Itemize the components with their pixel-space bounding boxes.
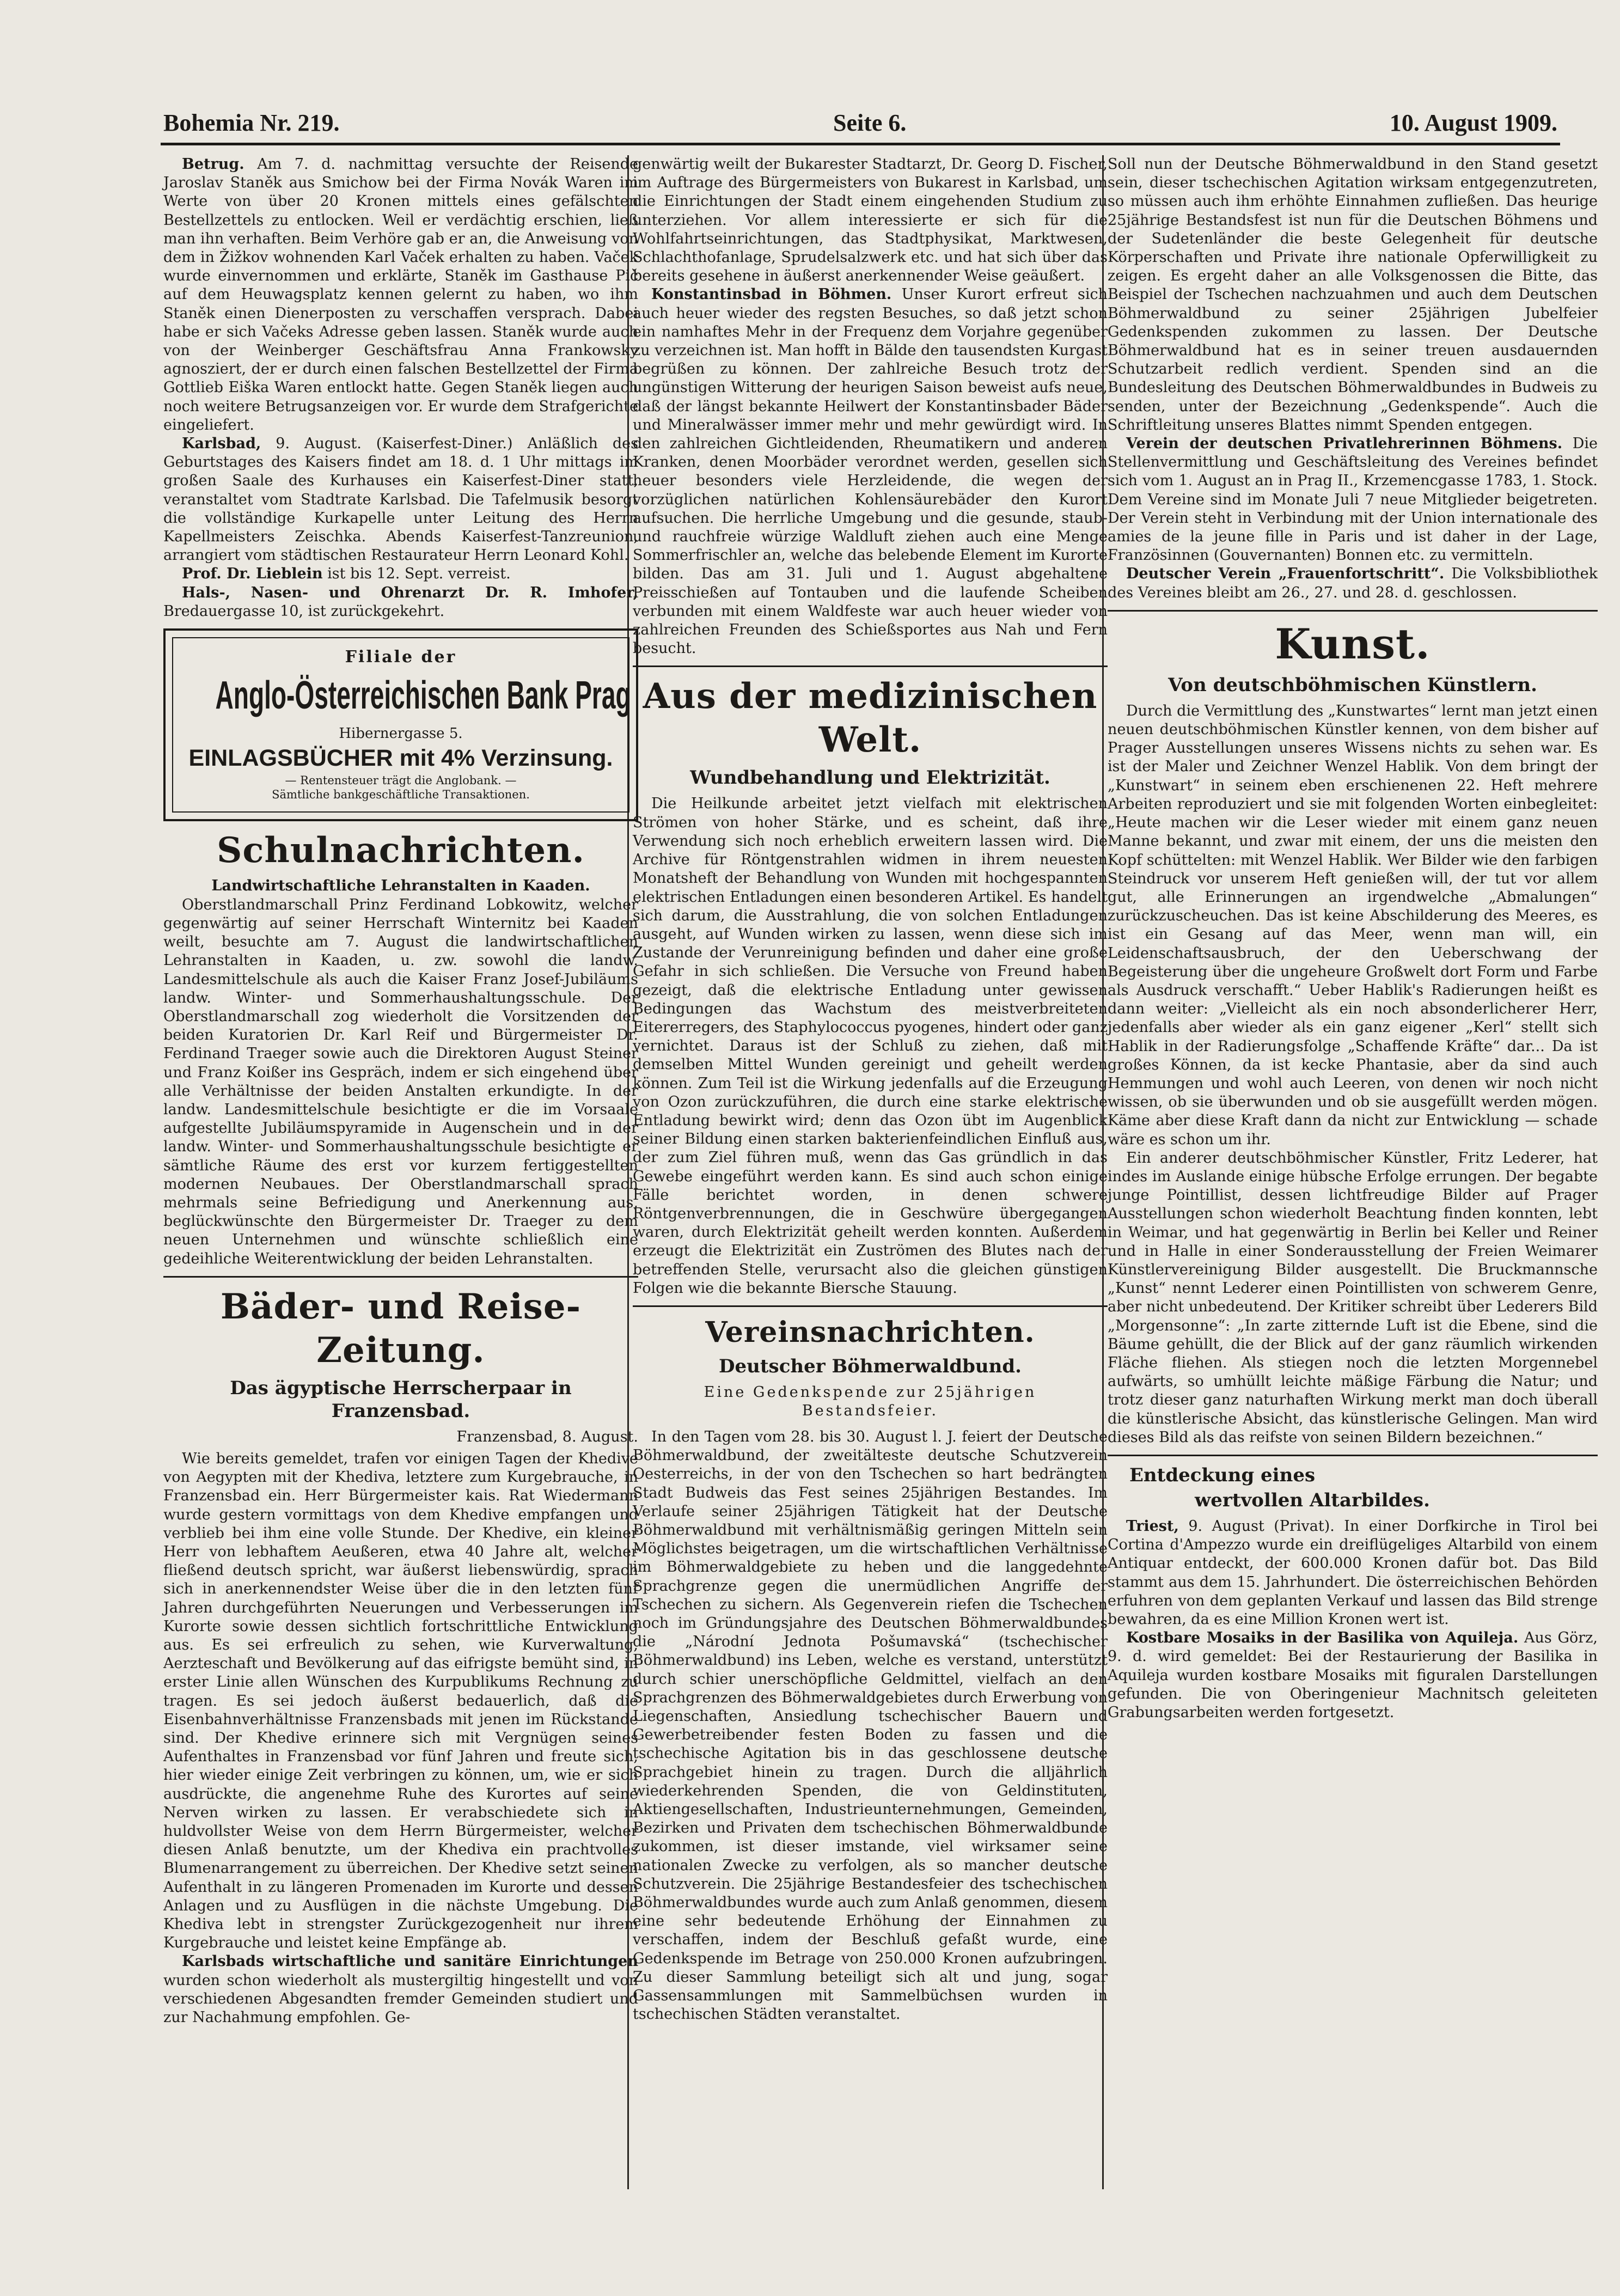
ad-tax-note: — Rentensteuer trägt die Anglobank. —	[285, 774, 517, 787]
article-betrug-text: Am 7. d. nachmittag versuchte der Reisende Jaroslav Staněk aus Smichow bei der Firma Novák Waren im Werte von über 20 Kronen mittels eines gefälschten Bestellzettels zu entlocken. Weil er verdächtig erschien, ließ man ihn verhaften. Beim Verhöre gab er an, die Anweisung von dem in Žižkov wohnenden Karl Vaček erhalten zu haben. Vaček wurde einvernommen und erklärte, Staněk im Gasthause Pič auf dem Heuwagsplatz kennen gelernt zu haben, wo ihm Staněk einen Dienerposten zu verschaffen versprach. Dabei habe er sich Vačeks Adresse geben lassen. Staněk wurde auch von der Weinberger Geschäftsfrau Anna Frankowsky agnosziert, der er durch einen falschen Bestellzettel der Firma Gottlieb Eiška Waren entlockt hatte. Gegen Staněk liegen auch noch weitere Betrugsanzeigen vor. Er wurde dem Strafgerichte eingeliefert.	[163, 156, 638, 433]
article-konstantinsbad-text: Unser Kurort erfreut sich auch heuer wieder des regsten Besuches, so daß jetzt schon ein namhaftes Mehr in der Frequenz dem Vorjahre gegenüber zu verzeichnen ist. Man hofft in Bälde den tausendsten Kurgast begrüßen zu können. Der zahlreiche Besuch trotz der ungünstigen Witterung der heurigen Saison beweist aufs neue, daß der längst bekannte Heilwert der Konstantinsbader Bäder und Mineralwässer immer mehr und mehr gewürdigt wird. In den zahlreichen Gichtleidenden, Rheumatikern und anderen Kranken, denen Moorbäder verordnet werden, gesellen sich heuer besonders viele Herzleidende, die wegen der vorzüglichen natürlichen Kohlensäurebäder den Kurort aufsuchen. Die herrliche Umgebung und die gesunde, staub- und rauchfreie würzige Waldluft ziehen auch eine Menge Sommerfrischler an, welche das belebende Element im Kurorte bilden. Das am 31. Juli und 1. August abgehaltene Preisschießen auf Tontauben und die laufende Scheiben verbunden mit einem Waldfeste war auch heuer wieder von zahlreichen Freunden des Schießsportes aus Nah und Fern besucht.	[633, 286, 1108, 657]
baeder-article-text: Wie bereits gemeldet, trafen vor einigen Tagen der Khedive von Aegypten mit der Khediva, letztere zum Kurgebrauche, in Franzensbad ein. Herr Bürgermeister kais. Rat Wiedermann wurde gestern vormittags von dem Khedive empfangen und verblieb bei ihm eine volle Stunde. Der Khedive, ein kleiner Herr von lebhaftem Aeußeren, etwa 40 Jahre alt, welcher fließend deutsch spricht, war äußerst liebenswürdig, sprach sich in anerkennendster Weise über die in den letzten fünf Jahren durchgeführten Neuerungen und Verbesserungen im Kurorte sowie dessen sichtlich fortschrittliche Entwicklung aus. Es sei erfreulich zu sehen, wie Kurverwaltung, Aerzteschaft und Bevölkerung auf das eifrigste bemüht sind, in erster Linie allen Wünschen des Kurpublikums Rechnung zu tragen. Es sei jedoch äußerst bedauerlich, daß die Eisenbahnverhältnisse Franzensbads mit jenen im Rückstande sind. Der Khedive erinnere sich mit Vergnügen seines Aufenthaltes in Franzensbad vor fünf Jahren und freute sich, hier wieder einige Zeit verbringen zu können, um, wie er sich ausdrückte, die angenehme Ruhe des Kurortes auf seine Nerven wirken zu lassen. Er verabschiedete sich in huldvollster Weise von dem Herrn Bürgermeister, welcher diesen Anlaß benutzte, um der Khediva ein prachtvolles Blumenarrangement zu überreichen. Der Khedive setzt seinen Aufenthalt in zu längeren Promenaden im Kurorte und dessen Anlagen und zu Ausflügen in die nächste Umgebung. Die Khediva lebt in strengster Zurückgezogenheit nur ihrem Kurgebrauche und leistet keine Empfänge ab.	[163, 1450, 638, 1952]
section-title-verein: Vereinsnachrichten.	[705, 1315, 1035, 1349]
article-karlsbad-diner	[163, 435, 638, 565]
header-page-number: Seite 6.	[833, 109, 907, 136]
section-title-schulnachrichten: Schulnachrichten.	[217, 830, 585, 871]
med-article-text: Die Heilkunde arbeitet jetzt vielfach mit elektrischen Strömen von hoher Stärke, und es scheint, daß ihre Verwendung sich noch erheblich erweitern lassen wird. Die Archive für Röntgenstrahlen widmen in ihrem neuesten Monatsheft der Behandlung von Wunden mit hochgespannten elektrischen Entladungen einen besonderen Artikel. Es handelt sich darum, die Ausstrahlung, die von solchen Entladungen ausgeht, auf Wunden wirken zu lassen, wenn diese sich im Zustande der Verunreinigung befinden und daher eine große Gefahr in sich schließen. Die Versuche von Freund haben gezeigt, daß die elektrische Entladung unter gewissen Bedingungen das Wachstum des meistverbreiteten Eitererregers, des Staphylococcus pyogenes, hindert oder ganz vernichtet. Daraus ist der Schluß zu ziehen, daß mit demselben Mittel Wunden gereinigt und geheilt werden können. Zum Teil ist die Wirkung jedenfalls auf die Erzeugung von Ozon zurückzuführen, die durch eine starke elektrische Entladung bewirkt wird; denn das Ozon übt im Augenblick seiner Bildung einen starken bakterienfeindlichen Einfluß aus, der zum Ziel führen muß, wenn das Gas gründlich in das Gewebe eingeführt werden kann. Es sind auch schon einige Fälle berichtet worden, in denen schwere Röntgenverbrennungen, die in Geschwüre übergegangen waren, durch Elektrizität geheilt werden konnten. Außerdem erzeugt die Elektrizität ein Zuströmen des Blutes nach der betreffenden Stelle, verursacht also die gleichen günstigen Folgen wie die bekannte Biersche Stauung.	[633, 795, 1108, 1297]
article-mosaiks-kw: Kostbare Mosaiks in der Basilika von Aquileja.	[1126, 1629, 1519, 1647]
article-privatlehrerinnen-kw: Verein der deutschen Privatlehrerinnen Böhmens.	[1126, 435, 1563, 453]
article-privatlehrerinnen-text: Die Stellenvermittlung und Geschäftsleitung des Vereines befindet sich vom 1. August an in Prag II., Krzemencgasse 1783, 1. Stock. Dem Vereine sind im Monate Juli 7 neue Mitglieder beigetreten. Der Verein steht in Verbindung mit der Union internationale des amies de la jeune fille in Paris und ist daher in der Lage, Französinnen (Gouvernanten) Bonnen etc. zu vermitteln.	[1108, 435, 1598, 564]
verein-subtitle: Deutscher Böhmerwaldbund.	[719, 1355, 1022, 1377]
notice-imhofer-text: Bredauergasse 10, ist zurückgekehrt.	[163, 602, 445, 620]
article-konstantinsbad-kw: Konstantinsbad in Böhmen.	[651, 286, 892, 303]
article-mosaiks-text: Aus Görz, 9. d. wird gemeldet: Bei der Restaurierung der Basilika in Aquileja wurden kostbare Mosaiks mit figuralen Darstellungen gefunden. Die von Oberingenieur Machnitsch geleiteten Grabungsarbeiten werden fortgesetzt.	[1108, 1629, 1598, 1721]
header-paper-issue: Bohemia Nr. 219.	[163, 109, 340, 136]
notice-imhofer-kw: Hals-, Nasen- und Ohrenarzt Dr. R. Imhofer,	[182, 584, 638, 601]
article-altarbild-kw: Triest,	[1126, 1518, 1179, 1535]
article-karlsbad-einrichtungen-text: wurden schon wiederholt als mustergiltig hingestellt und von verschiedenen Abgesandten fremder Gemeinden studiert und zur Nachahmung empfohlen. Ge-	[163, 1971, 638, 2026]
article-altarbild-text: 9. August (Privat). In einer Dorfkirche in Tirol bei Cortina d'Ampezzo wurde ein dreiflügeliges Altarbild von einem Antiquar entdeckt, der 600.000 Kronen dafür bot. Das Bild stammt aus dem 15. Jahrhundert. Die österreichischen Behörden erfuhren von dem geplanten Verkauf und lassen das Bild strenge bewahren, da es eine Million Kronen wert ist.	[1108, 1518, 1598, 1628]
article-karlsbad-diner-kw: Karlsbad,	[182, 435, 261, 453]
entdeckung-title-1: Entdeckung eines	[1129, 1464, 1316, 1486]
article-frauenfortschritt	[1108, 565, 1598, 602]
section-divider	[163, 1276, 638, 1278]
section-title-medizin: Aus der medizinischen Welt.	[643, 676, 1098, 761]
article-konstantinsbad	[633, 285, 1108, 658]
notice-lieblein	[163, 565, 638, 583]
bank-advertisement	[163, 628, 638, 821]
entdeckung-title-2: wertvollen Altarbildes.	[1195, 1489, 1430, 1511]
bank-advertisement-frame	[172, 637, 629, 813]
notice-lieblein-kw: Prof. Dr. Lieblein	[182, 565, 323, 583]
section-divider	[1108, 1455, 1598, 1456]
section-divider	[633, 665, 1108, 667]
med-subtitle: Wundbehandlung und Elektrizität.	[690, 767, 1050, 789]
kunst-article-text-2: Ein anderer deutschböhmischer Künstler, Fritz Lederer, hat indes im Auslande einige hübsche Erfolge errungen. Der begabte junge Pointillist, dessen lichtfreudige Bilder auf Prager Ausstellungen schon wiederholt Beachtung finden konnten, lebt in Weimar, und hat gegenwärtig in Berlin bei Keller und Reiner und in Halle in einer Sonderausstellung der Freien Weimarer Künstlervereinigung Bilder ausgestellt. Die Bruckmannsche „Kunst“ nennt Lederer einen Pointillisten von schwerem Genre, aber nicht unbedeutend. Der Kritiker schreibt über Lederers Bild „Morgensonne“: „In zarte zitternde Luft ist die Ebene, sind die Bäume gehüllt, die der Blick auf der ganz räumlich wirkenden Fläche fliehen. Als stiegen noch die letzten Morgennebel aufwärts, so umhüllt leichte mäßige Färbung die Natur; und trotz dieser ganz naturhaften Wirkung merkt man doch überall die künstlerische Absicht, das künstlerische Gelingen. Man wird dieses Bild als das reifste von seinen Bildern bezeichnen.“	[1108, 1149, 1598, 1446]
header-rule	[161, 143, 1560, 145]
article-privatlehrerinnen	[1108, 435, 1598, 565]
baeder-subtitle: Das ägyptische Herrscherpaar in Franzensbad.	[230, 1377, 572, 1422]
column-2	[633, 155, 1108, 2023]
kunst-subtitle: Von deutschböhmischen Künstlern.	[1168, 674, 1537, 696]
ad-bank-name: Anglo-Österreichischen Bank Prag	[215, 674, 631, 718]
section-divider	[1108, 610, 1598, 612]
verein-article-text: In den Tagen vom 28. bis 30. August l. J. feiert der Deutsche Böhmerwaldbund, der zweitälteste deutsche Schutzverein Oesterreichs, in der von den Tschechen so hart bedrängten Stadt Budweis das Fest seines 25jährigen Bestandes. Im Verlaufe seiner 25jährigen Tätigkeit hat der Deutsche Böhmerwaldbund mit verhältnismäßig geringen Mitteln sein Möglichstes beigetragen, um die wirtschaftlichen Verhältnisse im Böhmerwaldgebiete zu heben und die langgedehnte Sprachgrenze gegen die unermüdlichen Angriffe der Tschechen zu sichern. Als Gegenverein riefen die Tschechen noch im Gründungsjahre des Deutschen Böhmerwaldbundes die „Národní Jednota Pošumavská“ (tschechischer Böhmerwaldbund) ins Leben, welche es verstand, unterstützt durch schier unerschöpfliche Geldmittel, vielfach an den Sprachgrenzen des Böhmerwaldgebietes durch Erwerbung von Liegenschaften, Ansiedlung tschechischer Bauern und Gewerbetreibender festen Boden zu fassen und die tschechische Agitation bis in das geschlossene deutsche Sprachgebiet hinein zu tragen. Durch die alljährlich wiederkehrenden Spenden, die von Geldinstituten, Aktiengesellschaften, Industrieunternehmungen, Gemeinden, Bezirken und Privaten dem tschechischen Böhmerwaldbunde zukommen, ist dieser imstande, viel wirksamer seine nationalen Zwecke zu verfolgen, als so mancher deutsche Schutzverein. Die 25jährige Bestandesfeier des tschechischen Böhmerwaldbundes wurde auch zum Anlaß genommen, diesem eine sehr bedeutende Erhöhung der Einnahmen zu verschaffen, indem der Beschluß gefaßt wurde, eine Gedenkspende im Betrage von 250.000 Kronen aufzubringen. Zu dieser Sammlung beteiligt sich alt und jung, sogar Gassensammlungen mit Sammelbüchsen wurden in tschechischen Städten veranstaltet.	[633, 1428, 1108, 2023]
article-karlsbad-einrichtungen	[163, 1952, 638, 2027]
article-boehmerwald-cont: Soll nun der Deutsche Böhmerwaldbund in den Stand gesetzt sein, dieser tschechischen Agitation wirksam entgegenzutreten, so müssen auch ihm erhöhte Einnahmen zufließen. Das heurige 25jährige Bestandsfest ist nun für die Deutschen Böhmens und der Sudetenländer die beste Gelegenheit für deutsche Körperschaften und Private ihre nationale Opferwilligkeit zu zeigen. Es ergeht daher an alle Volksgenossen die Bitte, das Beispiel der Tschechen nachzuahmen und auch dem Deutschen Böhmerwaldbund zu seiner 25jährigen Jubelfeier Gedenkspenden zukommen zu lassen. Der Deutsche Böhmerwaldbund hat es in seiner treuen ausdauernden Schutzarbeit redlich verdient. Spenden sind an die Bundesleitung des Deutschen Böhmerwaldbundes in Budweis zu senden, unter der Bezeichnung „Gedenkspende“. Auch die Schriftleitung unseres Blattes nimmt Spenden entgegen.	[1108, 156, 1598, 433]
section-divider	[633, 1305, 1108, 1307]
section-title-baeder: Bäder- und Reise-Zeitung.	[220, 1286, 582, 1371]
ad-savings-offer: EINLAGSBÜCHER mit 4% Verzinsung.	[188, 745, 613, 772]
article-altarbild	[1108, 1517, 1598, 1629]
ad-branch-label: Filiale der	[345, 648, 457, 667]
article-mosaiks	[1108, 1629, 1598, 1722]
section-title-kunst: Kunst.	[1275, 619, 1431, 668]
article-karlsbad-diner-text: 9. August. (Kaiserfest-Diner.) Anläßlich des Geburtstages des Kaisers findet am 18. d. 1 Uhr mittags im großen Saale des Kurhauses ein Kaiserfest-Diner statt, veranstaltet vom Stadtrate Karlsbad. Die Tafelmusik besorgt die vollständige Kurkapelle unter Leitung des Herrn Kapellmeisters Zeischka. Abends Kaiserfest-Tanzreunion, arrangiert vom städtischen Restaurateur Herrn Leonard Kohl.	[163, 435, 638, 564]
column-1	[163, 155, 638, 2189]
ad-transactions-note: Sämtliche bankgeschäftliche Transaktionen.	[272, 788, 530, 802]
schul-subtitle: Landwirtschaftliche Lehranstalten in Kaaden.	[211, 877, 590, 895]
article-frauenfortschritt-text: Die Volksbibliothek des Vereines bleibt am 26., 27. und 28. d. geschlossen.	[1108, 565, 1598, 601]
article-karlsbad-einrichtungen-kw: Karlsbads wirtschaftliche und sanitäre Einrichtungen	[182, 1953, 638, 1970]
page-header	[163, 109, 1557, 142]
article-frauenfortschritt-kw: Deutscher Verein „Frauenfortschritt“.	[1126, 565, 1445, 583]
header-date: 10. August 1909.	[1389, 109, 1557, 136]
notice-lieblein-text: ist bis 12. Sept. verreist.	[327, 565, 511, 583]
verein-subsubtitle: Eine Gedenkspende zur 25jährigen Bestandsfeier.	[704, 1383, 1037, 1419]
column-3	[1108, 155, 1598, 2165]
ad-address: Hibernergasse 5.	[339, 725, 463, 742]
baeder-dateline: Franzensbad, 8. August.	[456, 1428, 638, 1445]
article-betrug-kw: Betrug.	[182, 156, 244, 173]
schul-article-text: Oberstlandmarschall Prinz Ferdinand Lobkowitz, welcher gegenwärtig auf seiner Herrschaft Winternitz bei Kaaden weilt, besuchte am 7. August die landwirtschaftlichen Lehranstalten in Kaaden, u. zw. sowohl die landw. Landesmittelschule als auch die Kaiser Franz Josef-Jubiläums landw. Winter- und Sommerhaushaltungsschule. Der Oberstlandmarschall zog wiederholt die Vorsitzenden der beiden Kuratorien Dr. Karl Reif und Bürgermeister Dr. Ferdinand Traeger sowie auch die Direktoren August Steiner und Franz Koißer ins Gespräch, indem er sich eingehend über alle Verhältnisse der beiden Anstalten erkundigte. In der landw. Landesmittelschule besichtigte er die im Vorsaale aufgestellte Jubiläumspyramide in Augenschein und in der landw. Winter- und Sommerhaushaltungsschule besichtigte er sämtliche Räume des erst vor kurzem fertiggestellten modernen Neubaues. Der Oberstlandmarschall sprach mehrmals seine Befriedigung und Anerkennung aus, beglückwünschte den Bürgermeister Dr. Traeger zu dem neuen Unternehmen und wünschte schließlich eine gedeihliche Weiterentwicklung der beiden Lehranstalten.	[163, 896, 638, 1267]
article-karlsbad-cont: genwärtig weilt der Bukarester Stadtarzt, Dr. Georg D. Fischer, im Auftrage des Bürgermeisters von Bukarest in Karlsbad, um die Einrichtungen der Stadt einem eingehenden Studium zu unterziehen. Vor allem interessierte er sich für die Wohlfahrtseinrichtungen, das Stadtphysikat, Marktwesen, Schlachthofanlage, Sprudelsalzwerk etc. und hat sich über das bereits gesehene in äußerst anerkennender Weise geäußert.	[633, 156, 1108, 285]
notice-imhofer	[163, 584, 638, 621]
kunst-article-text-1: Durch die Vermittlung des „Kunstwartes“ lernt man jetzt einen neuen deutschböhmischen Künstler kennen, von dem bisher auf Prager Ausstellungen unseres Wissens nichts zu sehen war. Es ist der Maler und Zeichner Wenzel Hablik. Von dem bringt der „Kunstwart“ in seinem eben erschienenen 22. Heft mehrere Arbeiten reproduziert und sie mit folgenden Worten einbegleitet: „Heute machen wir die Leser wieder mit einem ganz neuen Manne bekannt, und zwar mit einem, der uns die meisten den Kopf schüttelten: mit Wenzel Hablik. Wer Bilder wie den farbigen Steindruck vor unserem Heft genießen will, der tut vor allem gut, alle Erinnerungen an irgendwelche „Abmalungen“ zurückzuscheuchen. Das ist keine Abschilderung des Meeres, es ist ein Gesang auf das Meer, wenn man will, ein Leidenschaftsausbruch, der den Ueberschwang der Begeisterung über die ungeheure Großwelt dort Form und Farbe als Ausdruck verschafft.“ Ueber Hablik's Radierungen heißt es dann weiter: „Vielleicht als ein noch absonderlicherer Herr, jedenfalls aber wieder als ein ganz eigener „Kerl“ stellt sich Hablik in der Radierungsfolge „Schaffende Kräfte“ dar... Da ist großes Können, da ist kecke Phantasie, aber da sind auch Hemmungen und wohl auch Leeren, von denen wir noch nicht wissen, ob sie überwunden und ob sie ausgefüllt werden mögen. Käme aber diese Kraft dann da nicht zur Entwicklung — schade wäre es schon um ihr.	[1108, 702, 1598, 1148]
article-betrug	[163, 155, 638, 435]
